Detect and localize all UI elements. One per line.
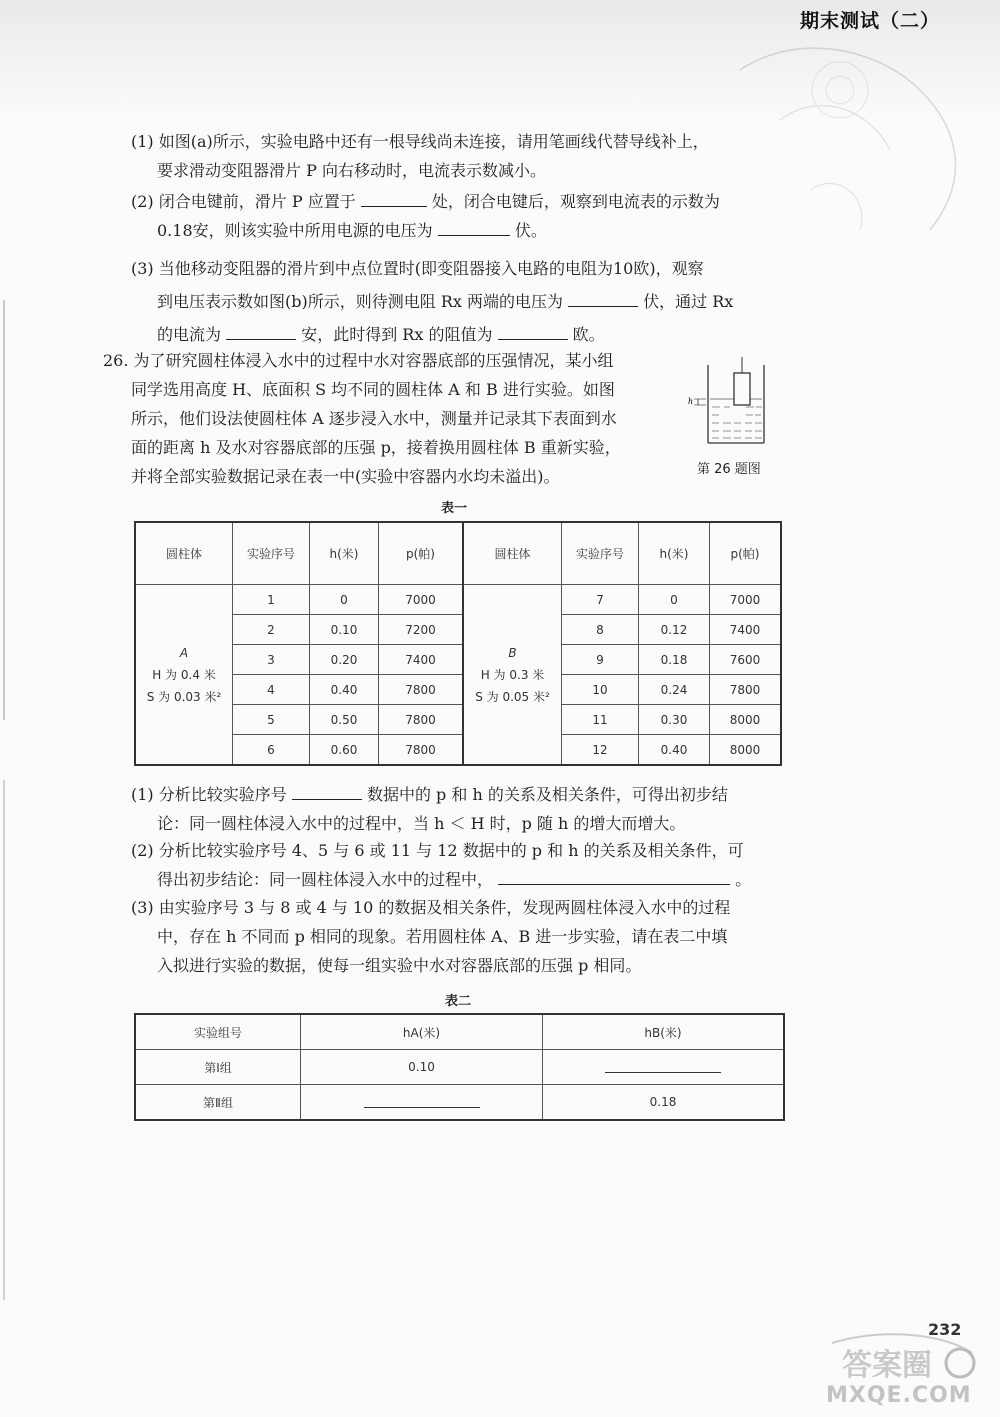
q25-part3-text-e: 安，此时得到 Rx 的阻值为 — [301, 325, 493, 344]
q25-part1-line2: 要求滑动变阻器滑片 P 向右移动时，电流表示数减小。 — [157, 161, 546, 180]
table-cell: 7400 — [379, 645, 464, 675]
q26-sub2-text-a: (2) 分析比较实验序号 4、5 与 6 或 11 与 12 数据中的 p 和 h 的关系及相关条件，可 — [131, 841, 744, 860]
q26-stem — [103, 346, 621, 491]
table-row — [135, 615, 781, 645]
group-b-height: H 为 0.3 米 — [480, 667, 545, 682]
q26-line5: 并将全部实验数据记录在表一中(实验中容器内水均未溢出)。 — [131, 467, 560, 486]
table-cell: 0.18 — [543, 1085, 785, 1121]
table1-header-cell: h(米) — [639, 522, 710, 585]
table-cell: 8000 — [710, 705, 782, 735]
q26-sub2-text-c: 。 — [735, 870, 752, 889]
table-cell: 12 — [562, 735, 639, 766]
q25-part2-text-a: (2) 闭合电键前，滑片 P 应置于 — [131, 192, 356, 211]
answer-blank[interactable] — [438, 217, 510, 236]
table1-header-cell: 圆柱体 — [135, 522, 233, 585]
table-cell: 0.24 — [639, 675, 710, 705]
q25-part3-text-c: 伏，通过 Rx — [643, 292, 734, 311]
table2-header-cell: hA(米) — [301, 1014, 543, 1050]
table-cell: 8000 — [710, 735, 782, 766]
group-b-area: S 为 0.05 米² — [475, 689, 550, 704]
table-row — [135, 1085, 784, 1121]
table-cell: 7800 — [379, 735, 464, 766]
table-cell: 7800 — [710, 675, 782, 705]
table1-group-b — [463, 585, 562, 766]
table1 — [134, 521, 782, 766]
table-cell: 0.60 — [310, 735, 379, 766]
table1-header-cell: p(帕) — [379, 522, 464, 585]
decorative-flourish — [720, 30, 980, 260]
table-cell: 3 — [233, 645, 310, 675]
table1-header-cell: 实验序号 — [562, 522, 639, 585]
table2-fill-cell[interactable] — [543, 1050, 785, 1085]
table-cell: 0.50 — [310, 705, 379, 735]
table-cell: 7800 — [379, 705, 464, 735]
group-b-name: B — [508, 645, 517, 660]
table-cell: 7000 — [710, 585, 782, 615]
table-cell: 7600 — [710, 645, 782, 675]
table-cell: 1 — [233, 585, 310, 615]
table1-group-a — [135, 585, 233, 766]
watermark-cn: 答案圈 — [842, 1348, 932, 1383]
table-cell: 0.40 — [639, 735, 710, 766]
table-cell: 0 — [310, 585, 379, 615]
table1-header-cell: 圆柱体 — [463, 522, 562, 585]
table2-fill-cell[interactable] — [301, 1085, 543, 1121]
table-cell: 6 — [233, 735, 310, 766]
group-a-name: A — [179, 645, 189, 660]
table-cell: 第Ⅰ组 — [135, 1050, 301, 1085]
table-cell: 0.30 — [639, 705, 710, 735]
q25-part3-text-b: 到电压表示数如图(b)所示，则待测电阻 Rx 两端的电压为 — [157, 292, 563, 311]
q26-sub2 — [131, 836, 751, 894]
table-cell: 0.12 — [639, 615, 710, 645]
q26-line3: 所示，他们设法使圆柱体 A 逐步浸入水中，测量并记录其下表面到水 — [131, 409, 617, 428]
table-cell: 7 — [562, 585, 639, 615]
q25-part3-line1: (3) 当他移动变阻器的滑片到中点位置时(即变阻器接入电路的电阻为10欧)，观察 — [131, 259, 704, 278]
table1-title: 表一 — [441, 501, 468, 516]
answer-blank[interactable] — [605, 1058, 721, 1073]
q26-figure-caption: 第 26 题图 — [697, 462, 761, 477]
q25-part2-text-c: 0.18安，则该实验中所用电源的电压为 — [157, 221, 433, 240]
q26-line4: 面的距离 h 及水对容器底部的压强 p，接着换用圆柱体 B 重新实验， — [131, 438, 621, 457]
q26-sub3-line3: 入拟进行实验的数据，使每一组实验中水对容器底部的压强 p 相同。 — [157, 956, 642, 975]
table-cell: 2 — [233, 615, 310, 645]
table-row — [135, 645, 781, 675]
table1-header-cell: h(米) — [310, 522, 379, 585]
q26-line2: 同学选用高度 H、底面积 S 均不同的圆柱体 A 和 B 进行实验。如图 — [131, 380, 615, 399]
answer-blank[interactable] — [568, 288, 638, 307]
q26-sub1-text-a: (1) 分析比较实验序号 — [131, 785, 287, 804]
table1-header-cell: p(帕) — [710, 522, 782, 585]
q25-part1 — [131, 127, 709, 185]
table-row — [135, 585, 781, 615]
table2 — [134, 1013, 785, 1121]
table-cell: 4 — [233, 675, 310, 705]
table-cell: 0.40 — [310, 675, 379, 705]
table-cell: 第Ⅱ组 — [135, 1085, 301, 1121]
table2-header-cell: hB(米) — [543, 1014, 785, 1050]
table2-header-cell: 实验组号 — [135, 1014, 301, 1050]
table-row — [135, 735, 781, 766]
group-a-height: H 为 0.4 米 — [152, 667, 216, 682]
q26-sub1 — [131, 780, 728, 838]
q25-part3 — [131, 252, 733, 351]
table1-header-row — [135, 522, 781, 585]
q25-part3-text-f: 欧。 — [572, 325, 605, 344]
answer-blank[interactable] — [292, 781, 362, 800]
answer-blank[interactable] — [364, 1093, 480, 1108]
table-cell: 0.10 — [310, 615, 379, 645]
q25-part1-line1: (1) 如图(a)所示，实验电路中还有一根导线尚未连接，请用笔画线代替导线补上， — [131, 132, 709, 151]
table-cell: 10 — [562, 675, 639, 705]
table-cell: 7000 — [379, 585, 464, 615]
group-a-area: S 为 0.03 米² — [146, 689, 222, 704]
answer-blank[interactable] — [498, 866, 730, 885]
table-cell: 7800 — [379, 675, 464, 705]
q26-line1: 26. 为了研究圆柱体浸入水中的过程中水对容器底部的压强情况，某小组 — [103, 351, 614, 370]
table-cell: 8 — [562, 615, 639, 645]
page-number: 232 — [928, 1320, 962, 1339]
q25-part2-text-b: 处，闭合电键后，观察到电流表的示数为 — [431, 192, 720, 211]
table-cell: 5 — [233, 705, 310, 735]
table-row — [135, 705, 781, 735]
q25-part2-text-d: 伏。 — [514, 221, 547, 240]
table-cell: 0.18 — [639, 645, 710, 675]
q26-sub2-text-b: 得出初步结论：同一圆柱体浸入水中的过程中， — [157, 870, 494, 889]
figure-h-label: h — [688, 397, 694, 406]
binding-edge-marks — [0, 300, 10, 1300]
table-row — [135, 675, 781, 705]
q25-part3-text-d: 的电流为 — [157, 325, 222, 344]
page-header-title: 期末测试（二） — [799, 10, 940, 32]
q26-sub1-text-c: 论：同一圆柱体浸入水中的过程中，当 h ＜ H 时，p 随 h 的增大而增大。 — [157, 814, 686, 833]
table2-header-row — [135, 1014, 784, 1050]
table-cell: 9 — [562, 645, 639, 675]
table1-header-cell: 实验序号 — [233, 522, 310, 585]
watermark-text: MXQE.COM — [826, 1383, 972, 1408]
answer-blank[interactable] — [226, 321, 296, 340]
answer-blank[interactable] — [361, 188, 427, 207]
q26-sub1-text-b: 数据中的 p 和 h 的关系及相关条件，可得出初步结 — [366, 785, 728, 804]
q25-part2 — [131, 187, 720, 245]
q26-sub3 — [131, 893, 730, 980]
table-cell: 7400 — [710, 615, 782, 645]
table-cell: 0 — [639, 585, 710, 615]
table-cell: 11 — [562, 705, 639, 735]
table-cell: 0.10 — [301, 1050, 543, 1085]
table-cell: 7200 — [379, 615, 464, 645]
q26-sub3-line1: (3) 由实验序号 3 与 8 或 4 与 10 的数据及相关条件，发现两圆柱体浸入水中的过程 — [131, 898, 731, 917]
table-row — [135, 1050, 784, 1085]
q26-sub3-line2: 中，存在 h 不同而 p 相同的现象。若用圆柱体 A、B 进一步实验，请在表二中填 — [157, 927, 728, 946]
answer-blank[interactable] — [498, 321, 568, 340]
table2-title: 表二 — [445, 994, 472, 1009]
table-cell: 0.20 — [310, 645, 379, 675]
